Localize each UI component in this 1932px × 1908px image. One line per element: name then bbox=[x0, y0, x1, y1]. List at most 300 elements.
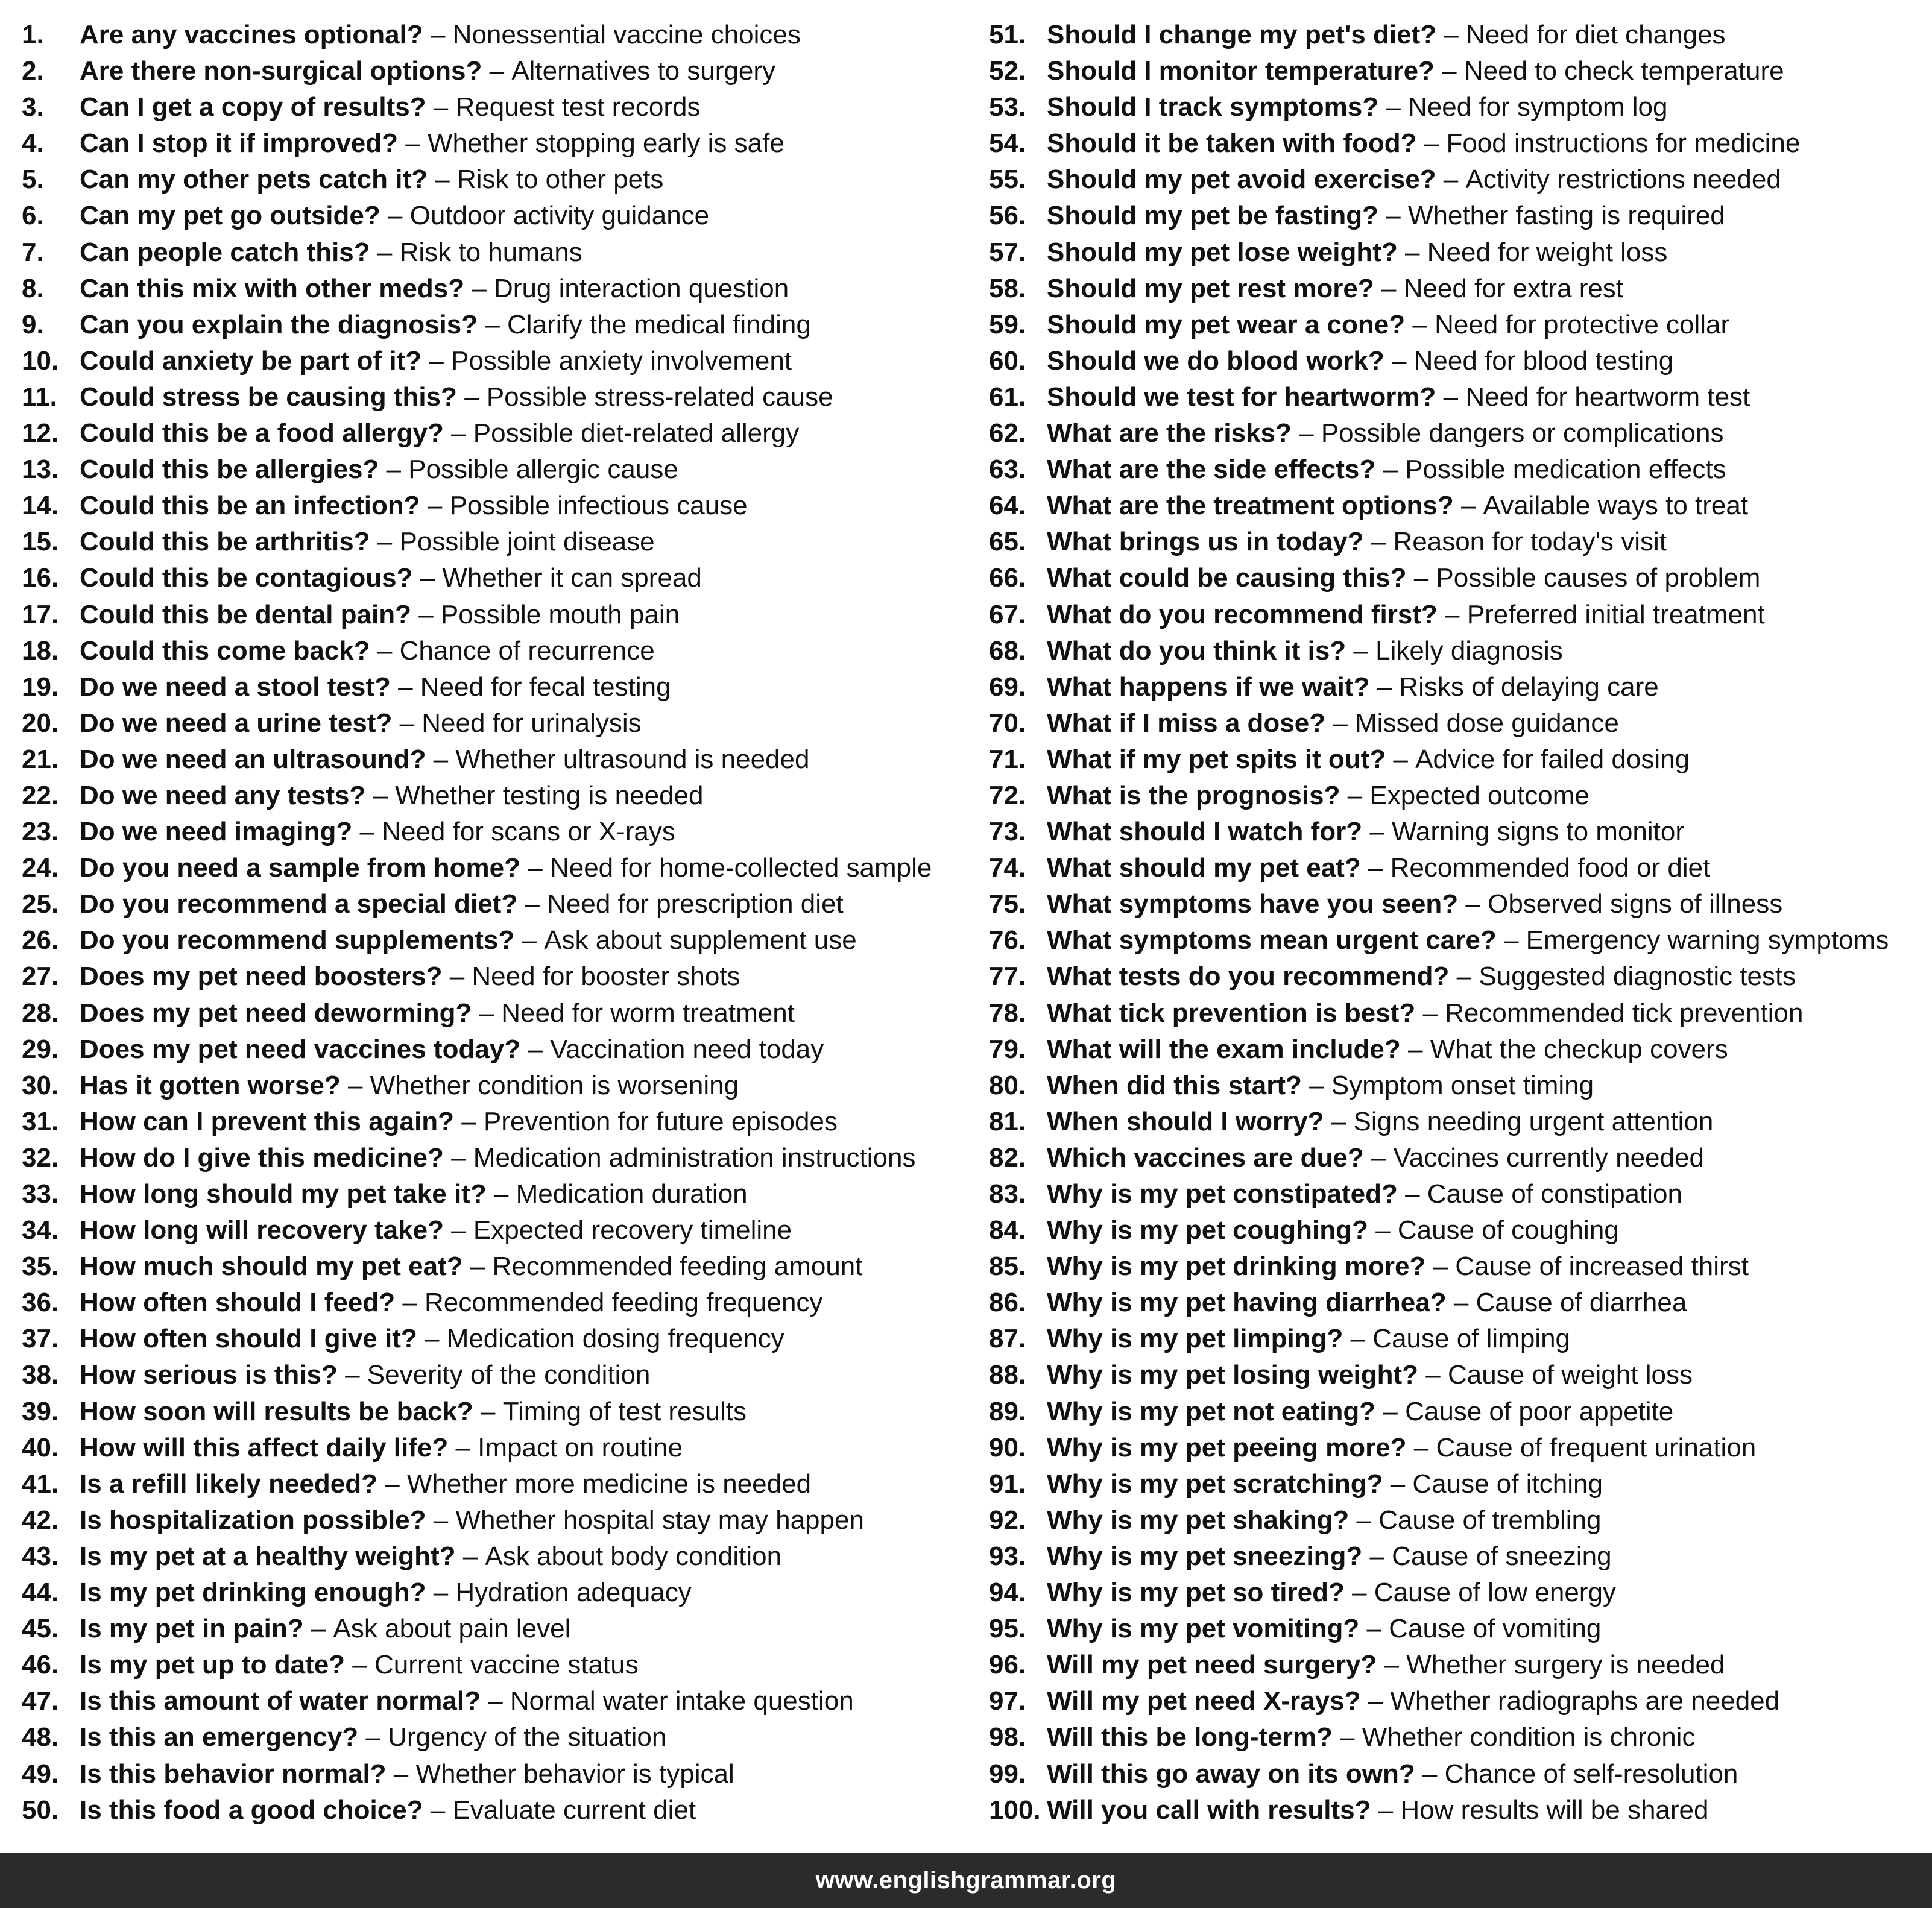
item-number: 48. bbox=[22, 1722, 59, 1752]
item-separator: – bbox=[486, 1179, 516, 1209]
item-separator: – bbox=[1406, 1432, 1436, 1462]
item-description: Prevention for future episodes bbox=[483, 1106, 838, 1136]
item-description: Whether hospital stay may happen bbox=[455, 1505, 864, 1535]
item-number: 68. bbox=[989, 635, 1026, 666]
item-number: 3. bbox=[22, 92, 44, 122]
list-item bbox=[989, 1538, 1930, 1575]
list-item bbox=[22, 162, 962, 198]
list-item bbox=[989, 633, 1930, 669]
item-question: Does my pet need boosters? bbox=[80, 962, 443, 992]
item-description: Cause of frequent urination bbox=[1436, 1432, 1757, 1462]
item-separator: – bbox=[426, 92, 456, 122]
item-separator: – bbox=[1378, 201, 1408, 231]
item-question: Are there non-surgical options? bbox=[80, 56, 482, 86]
item-question: Why is my pet constipated? bbox=[1047, 1179, 1398, 1209]
item-number: 39. bbox=[22, 1396, 59, 1426]
item-question: Which vaccines are due? bbox=[1047, 1142, 1364, 1173]
list-item bbox=[22, 1321, 962, 1357]
item-question: Why is my pet shaking? bbox=[1047, 1505, 1350, 1535]
list-item bbox=[22, 379, 962, 415]
item-separator: – bbox=[426, 744, 456, 774]
list-item bbox=[22, 1756, 962, 1792]
list-item bbox=[989, 452, 1930, 488]
item-question: How often should I give it? bbox=[80, 1324, 417, 1354]
item-question: Why is my pet coughing? bbox=[1047, 1215, 1368, 1245]
list-item bbox=[22, 488, 962, 524]
item-description: Whether testing is needed bbox=[395, 780, 704, 810]
item-number: 9. bbox=[22, 309, 44, 339]
item-description: Possible medication effects bbox=[1405, 455, 1726, 485]
item-separator: – bbox=[1340, 780, 1370, 810]
item-separator: – bbox=[1405, 309, 1435, 339]
item-number: 7. bbox=[22, 237, 44, 267]
item-description: Clarify the medical finding bbox=[507, 309, 811, 339]
item-number: 73. bbox=[989, 817, 1026, 847]
item-number: 98. bbox=[989, 1722, 1026, 1752]
item-separator: – bbox=[1434, 56, 1464, 86]
item-number: 16. bbox=[22, 563, 59, 593]
item-description: Cause of sneezing bbox=[1392, 1541, 1612, 1571]
item-description: How results will be shared bbox=[1400, 1795, 1709, 1825]
list-item bbox=[989, 415, 1930, 452]
item-separator: – bbox=[1368, 1215, 1398, 1245]
item-separator: – bbox=[421, 345, 452, 376]
item-number: 37. bbox=[22, 1324, 59, 1354]
item-description: Ask about supplement use bbox=[544, 925, 857, 956]
footer-bar bbox=[0, 1853, 1932, 1908]
list-item bbox=[989, 488, 1930, 524]
item-separator: – bbox=[417, 1324, 447, 1354]
item-description: Observed signs of illness bbox=[1488, 889, 1783, 919]
item-description: Expected recovery timeline bbox=[473, 1215, 792, 1245]
item-description: Medication administration instructions bbox=[473, 1142, 916, 1173]
item-description: Cause of vomiting bbox=[1389, 1614, 1602, 1644]
item-number: 11. bbox=[22, 382, 57, 412]
list-item bbox=[989, 125, 1930, 162]
list-item bbox=[989, 778, 1930, 814]
item-question: Why is my pet losing weight? bbox=[1047, 1360, 1419, 1390]
item-question: How long should my pet take it? bbox=[80, 1179, 487, 1209]
list-item bbox=[22, 1611, 962, 1647]
item-question: Why is my pet peeing more? bbox=[1047, 1432, 1407, 1462]
item-number: 89. bbox=[989, 1396, 1026, 1426]
item-question: What tick prevention is best? bbox=[1047, 998, 1416, 1028]
item-description: Advice for failed dosing bbox=[1415, 744, 1690, 774]
item-number: 76. bbox=[989, 925, 1026, 956]
item-question: What are the side effects? bbox=[1047, 455, 1376, 485]
item-separator: – bbox=[1369, 672, 1400, 702]
item-question: Is this amount of water normal? bbox=[80, 1686, 481, 1716]
item-number: 60. bbox=[989, 345, 1026, 376]
item-number: 28. bbox=[22, 998, 59, 1028]
item-number: 52. bbox=[989, 56, 1026, 86]
item-number: 33. bbox=[22, 1179, 59, 1209]
item-number: 26. bbox=[22, 925, 59, 956]
item-question: Do we need imaging? bbox=[80, 817, 353, 847]
item-number: 6. bbox=[22, 201, 44, 231]
item-separator: – bbox=[1371, 1795, 1401, 1825]
item-separator: – bbox=[377, 1469, 407, 1499]
list-item bbox=[22, 959, 962, 995]
item-question: Why is my pet not eating? bbox=[1047, 1396, 1376, 1426]
item-number: 32. bbox=[22, 1142, 59, 1173]
list-item bbox=[22, 1538, 962, 1575]
list-item bbox=[22, 415, 962, 452]
item-description: Need for heartworm test bbox=[1465, 382, 1750, 412]
item-question: Will this be long-term? bbox=[1047, 1722, 1333, 1752]
item-description: Warning signs to monitor bbox=[1392, 817, 1685, 847]
item-description: Symptom onset timing bbox=[1331, 1070, 1594, 1100]
list-item bbox=[989, 705, 1930, 741]
list-item bbox=[989, 560, 1930, 596]
item-description: Medication duration bbox=[516, 1179, 748, 1209]
item-separator: – bbox=[1415, 998, 1445, 1028]
item-question: Is my pet up to date? bbox=[80, 1650, 346, 1680]
item-question: Should I change my pet's diet? bbox=[1047, 20, 1437, 49]
item-separator: – bbox=[517, 889, 548, 919]
item-description: Possible dangers or complications bbox=[1321, 418, 1724, 449]
list-item bbox=[989, 1068, 1930, 1104]
item-number: 42. bbox=[22, 1505, 59, 1535]
item-separator: – bbox=[423, 20, 453, 49]
item-description: Timing of test results bbox=[502, 1396, 747, 1426]
list-item bbox=[989, 1031, 1930, 1068]
list-item bbox=[22, 198, 962, 234]
item-description: Whether it can spread bbox=[442, 563, 702, 593]
item-question: Could this come back? bbox=[80, 635, 370, 666]
item-question: What should my pet eat? bbox=[1047, 853, 1361, 883]
item-separator: – bbox=[1496, 925, 1526, 956]
item-description: Whether surgery is needed bbox=[1406, 1650, 1725, 1680]
question-column-left bbox=[22, 17, 962, 1828]
item-question: Do you recommend supplements? bbox=[80, 925, 515, 956]
list-item bbox=[989, 1176, 1930, 1212]
item-description: Drug interaction question bbox=[494, 273, 789, 303]
item-number: 65. bbox=[989, 527, 1026, 557]
list-item bbox=[22, 1792, 962, 1828]
item-number: 86. bbox=[989, 1288, 1026, 1318]
item-separator: – bbox=[464, 273, 494, 303]
list-item bbox=[22, 705, 962, 741]
item-question: What could be causing this? bbox=[1047, 563, 1407, 593]
list-item bbox=[22, 669, 962, 705]
list-item bbox=[22, 235, 962, 271]
list-item bbox=[22, 922, 962, 959]
item-number: 99. bbox=[989, 1758, 1026, 1789]
item-number: 82. bbox=[989, 1142, 1026, 1173]
item-separator: – bbox=[1374, 273, 1404, 303]
item-separator: – bbox=[1383, 1469, 1413, 1499]
item-separator: – bbox=[1375, 455, 1406, 485]
item-number: 94. bbox=[989, 1578, 1026, 1608]
item-number: 35. bbox=[22, 1252, 59, 1282]
list-item bbox=[989, 343, 1930, 379]
item-number: 56. bbox=[989, 201, 1026, 231]
item-number: 85. bbox=[989, 1252, 1026, 1282]
list-item bbox=[22, 307, 962, 343]
question-column-right bbox=[989, 17, 1930, 1828]
item-question: Could this be a food allergy? bbox=[80, 418, 444, 449]
item-separator: – bbox=[1362, 817, 1392, 847]
item-separator: – bbox=[455, 1541, 485, 1571]
item-separator: – bbox=[1360, 1686, 1391, 1716]
item-separator: – bbox=[443, 418, 473, 449]
item-question: Do you recommend a special diet? bbox=[80, 889, 518, 919]
item-description: Recommended food or diet bbox=[1390, 853, 1711, 883]
item-separator: – bbox=[390, 672, 420, 702]
item-description: Possible mouth pain bbox=[440, 599, 680, 629]
list-item bbox=[22, 741, 962, 778]
item-separator: – bbox=[1397, 237, 1427, 267]
item-question: Has it gotten worse? bbox=[80, 1070, 341, 1100]
item-description: Outdoor activity guidance bbox=[409, 201, 710, 231]
list-item bbox=[989, 995, 1930, 1031]
list-item bbox=[989, 959, 1930, 995]
list-item bbox=[989, 1719, 1930, 1755]
item-question: Is my pet at a healthy weight? bbox=[80, 1541, 456, 1571]
list-item bbox=[22, 850, 962, 886]
item-description: Signs needing urgent attention bbox=[1353, 1106, 1714, 1136]
item-question: How much should my pet eat? bbox=[80, 1252, 463, 1282]
item-question: Is this behavior normal? bbox=[80, 1758, 387, 1789]
item-separator: – bbox=[428, 165, 457, 195]
item-separator: – bbox=[1453, 491, 1483, 521]
item-description: Cause of coughing bbox=[1397, 1215, 1619, 1245]
item-separator: – bbox=[370, 527, 400, 557]
item-description: Reason for today's visit bbox=[1393, 527, 1667, 557]
item-number: 90. bbox=[989, 1432, 1026, 1462]
item-question: Can people catch this? bbox=[80, 237, 370, 267]
item-question: What happens if we wait? bbox=[1047, 672, 1370, 702]
item-number: 31. bbox=[22, 1106, 59, 1136]
item-separator: – bbox=[345, 1650, 374, 1680]
list-item bbox=[22, 1068, 962, 1104]
item-separator: – bbox=[462, 1252, 493, 1282]
list-item bbox=[989, 53, 1930, 89]
list-item bbox=[989, 886, 1930, 922]
item-description: Alternatives to surgery bbox=[511, 56, 776, 86]
item-question: Should I track symptoms? bbox=[1047, 92, 1379, 122]
item-number: 93. bbox=[989, 1541, 1026, 1571]
item-number: 5. bbox=[22, 165, 44, 195]
item-separator: – bbox=[380, 201, 410, 231]
list-item bbox=[22, 1357, 962, 1393]
item-description: Need for extra rest bbox=[1403, 273, 1624, 303]
item-question: Should we test for heartworm? bbox=[1047, 382, 1436, 412]
list-item bbox=[989, 379, 1930, 415]
list-item bbox=[22, 89, 962, 125]
list-item bbox=[989, 1357, 1930, 1393]
item-question: Can I get a copy of results? bbox=[80, 92, 426, 122]
list-item bbox=[22, 814, 962, 850]
list-item bbox=[989, 307, 1930, 343]
item-number: 62. bbox=[989, 418, 1026, 449]
list-item bbox=[22, 1031, 962, 1068]
item-description: Cause of weight loss bbox=[1447, 1360, 1693, 1390]
item-separator: – bbox=[520, 1034, 551, 1064]
list-item bbox=[989, 1104, 1930, 1140]
item-description: Impact on routine bbox=[478, 1432, 683, 1462]
item-separator: – bbox=[478, 309, 508, 339]
item-description: Possible allergic cause bbox=[408, 455, 678, 485]
item-number: 29. bbox=[22, 1034, 59, 1064]
item-question: Why is my pet vomiting? bbox=[1047, 1614, 1360, 1644]
item-number: 17. bbox=[22, 599, 59, 629]
item-question: Can I stop it if improved? bbox=[80, 128, 399, 159]
item-separator: – bbox=[365, 780, 396, 810]
item-question: What are the risks? bbox=[1047, 418, 1292, 449]
item-number: 24. bbox=[22, 853, 59, 883]
item-separator: – bbox=[472, 998, 502, 1028]
item-question: Should it be taken with food? bbox=[1047, 128, 1417, 159]
list-item bbox=[989, 850, 1930, 886]
item-separator: – bbox=[1291, 418, 1321, 449]
list-item bbox=[22, 1719, 962, 1755]
item-description: Cause of limping bbox=[1372, 1324, 1571, 1354]
item-description: Severity of the condition bbox=[367, 1360, 651, 1390]
item-description: Likely diagnosis bbox=[1375, 635, 1563, 666]
item-number: 58. bbox=[989, 273, 1026, 303]
item-question: Can my pet go outside? bbox=[80, 201, 380, 231]
list-item bbox=[989, 271, 1930, 307]
item-description: Need for fecal testing bbox=[420, 672, 671, 702]
item-number: 84. bbox=[989, 1215, 1026, 1245]
item-question: Do you need a sample from home? bbox=[80, 853, 521, 883]
item-number: 43. bbox=[22, 1541, 59, 1571]
item-question: Should we do blood work? bbox=[1047, 345, 1384, 376]
list-item bbox=[989, 597, 1930, 633]
item-number: 67. bbox=[989, 599, 1026, 629]
item-number: 49. bbox=[22, 1758, 59, 1789]
item-number: 61. bbox=[989, 382, 1026, 412]
item-question: What brings us in today? bbox=[1047, 527, 1364, 557]
item-question: What do you think it is? bbox=[1047, 635, 1346, 666]
item-question: Why is my pet scratching? bbox=[1047, 1469, 1383, 1499]
item-separator: – bbox=[1359, 1614, 1389, 1644]
item-separator: – bbox=[420, 491, 450, 521]
item-description: Need for urinalysis bbox=[421, 708, 642, 738]
list-item bbox=[989, 1212, 1930, 1248]
item-description: Hydration adequacy bbox=[455, 1578, 692, 1608]
item-number: 79. bbox=[989, 1034, 1026, 1064]
item-question: Are any vaccines optional? bbox=[80, 20, 423, 49]
footer-site-text: www.englishgrammar.org bbox=[815, 1866, 1117, 1894]
item-number: 63. bbox=[989, 455, 1026, 485]
list-item bbox=[989, 1683, 1930, 1719]
item-question: Is this an emergency? bbox=[80, 1722, 359, 1752]
item-separator: – bbox=[480, 1686, 510, 1716]
item-separator: – bbox=[392, 708, 422, 738]
item-question: Could this be arthritis? bbox=[80, 527, 370, 557]
item-number: 88. bbox=[989, 1360, 1026, 1390]
item-question: Should my pet lose weight? bbox=[1047, 237, 1398, 267]
item-description: Need for diet changes bbox=[1466, 20, 1726, 49]
item-question: What is the prognosis? bbox=[1047, 780, 1340, 810]
item-question: Does my pet need vaccines today? bbox=[80, 1034, 521, 1064]
item-number: 55. bbox=[989, 165, 1026, 195]
item-question: Is my pet in pain? bbox=[80, 1614, 304, 1644]
item-description: Cause of itching bbox=[1412, 1469, 1603, 1499]
item-question: Is hospitalization possible? bbox=[80, 1505, 426, 1535]
item-question: What symptoms mean urgent care? bbox=[1047, 925, 1497, 956]
item-description: Cause of diarrhea bbox=[1476, 1288, 1687, 1318]
item-separator: – bbox=[412, 563, 443, 593]
item-question: What are the treatment options? bbox=[1047, 491, 1454, 521]
item-question: How will this affect daily life? bbox=[80, 1432, 449, 1462]
item-question: Does my pet need deworming? bbox=[80, 998, 472, 1028]
item-question: Will you call with results? bbox=[1047, 1795, 1371, 1825]
item-number: 100. bbox=[989, 1795, 1041, 1825]
item-question: Is my pet drinking enough? bbox=[80, 1578, 426, 1608]
item-description: Preferred initial treatment bbox=[1466, 599, 1765, 629]
item-description: Need for weight loss bbox=[1427, 237, 1668, 267]
item-number: 27. bbox=[22, 962, 59, 992]
item-number: 72. bbox=[989, 780, 1026, 810]
list-item bbox=[989, 524, 1930, 560]
list-item bbox=[22, 1176, 962, 1212]
item-number: 71. bbox=[989, 744, 1026, 774]
item-separator: – bbox=[1436, 20, 1466, 49]
list-item bbox=[989, 1611, 1930, 1647]
item-number: 8. bbox=[22, 273, 44, 303]
item-separator: – bbox=[1436, 165, 1466, 195]
item-number: 77. bbox=[989, 962, 1026, 992]
item-number: 21. bbox=[22, 744, 59, 774]
item-separator: – bbox=[426, 1505, 456, 1535]
list-item bbox=[989, 235, 1930, 271]
item-question: Could stress be causing this? bbox=[80, 382, 457, 412]
list-item bbox=[989, 669, 1930, 705]
item-description: Whether condition is chronic bbox=[1362, 1722, 1696, 1752]
item-description: Possible causes of problem bbox=[1436, 563, 1761, 593]
item-number: 50. bbox=[22, 1795, 59, 1825]
list-item bbox=[22, 524, 962, 560]
item-number: 91. bbox=[989, 1469, 1026, 1499]
item-separator: – bbox=[1378, 92, 1409, 122]
item-number: 74. bbox=[989, 853, 1026, 883]
item-question: Why is my pet having diarrhea? bbox=[1047, 1288, 1447, 1318]
item-number: 22. bbox=[22, 780, 59, 810]
item-description: Need for symptom log bbox=[1408, 92, 1668, 122]
list-item bbox=[989, 741, 1930, 778]
list-item bbox=[989, 814, 1930, 850]
item-question: What if I miss a dose? bbox=[1047, 708, 1326, 738]
list-item bbox=[22, 1430, 962, 1466]
item-description: Available ways to treat bbox=[1483, 491, 1749, 521]
item-number: 18. bbox=[22, 635, 59, 666]
item-separator: – bbox=[1446, 1288, 1476, 1318]
list-item bbox=[22, 1683, 962, 1719]
item-separator: – bbox=[1397, 1179, 1427, 1209]
item-separator: – bbox=[482, 56, 512, 86]
item-question: How can I prevent this again? bbox=[80, 1106, 455, 1136]
item-question: Can you explain the diagnosis? bbox=[80, 309, 478, 339]
item-question: Will this go away on its own? bbox=[1047, 1758, 1415, 1789]
item-number: 2. bbox=[22, 56, 44, 86]
item-number: 10. bbox=[22, 345, 59, 376]
item-separator: – bbox=[395, 1288, 425, 1318]
list-item bbox=[22, 1647, 962, 1683]
item-number: 66. bbox=[989, 563, 1026, 593]
list-item bbox=[989, 1792, 1930, 1828]
item-separator: – bbox=[454, 1106, 484, 1136]
item-question: How long will recovery take? bbox=[80, 1215, 444, 1245]
item-separator: – bbox=[1363, 527, 1394, 557]
item-description: Recommended feeding frequency bbox=[425, 1288, 823, 1318]
list-item bbox=[22, 560, 962, 596]
item-description: Whether ultrasound is needed bbox=[455, 744, 810, 774]
item-description: Evaluate current diet bbox=[452, 1795, 696, 1825]
